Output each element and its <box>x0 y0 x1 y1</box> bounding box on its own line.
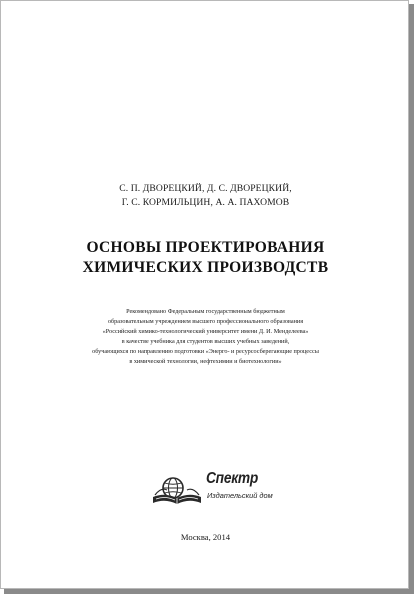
author-line-2: Г. С. КОРМИЛЬЦИН, А. А. ПАХОМОВ <box>121 197 290 208</box>
author-line-1: С. П. ДВОРЕЦКИЙ, Д. С. ДВОРЕЦКИЙ, <box>119 183 292 194</box>
imprint-place-year: Москва, 2014 <box>180 532 231 542</box>
recommendation-line: в качестве учебника для студентов высших учебных заведений, <box>121 338 290 345</box>
recommendation-line: Рекомендовано Федеральным государственным бюджетным <box>126 308 285 315</box>
recommendation-line: образовательным учреждением высшего профессионального образования <box>107 318 304 325</box>
page-shadow-right <box>409 4 414 594</box>
recommendation-line: «Российский химико-технологический университет имени Д. И. Менделеева» <box>102 328 309 335</box>
recommendation-statement <box>1 307 410 367</box>
page-shadow-bottom <box>4 589 414 594</box>
book-title-line-2: ХИМИЧЕСКИХ ПРОИЗВОДСТВ <box>82 259 329 276</box>
open-book-icon <box>151 471 203 507</box>
book-title-line-1: ОСНОВЫ ПРОЕКТИРОВАНИЯ <box>86 239 325 256</box>
author-list <box>1 182 410 210</box>
publisher-subtitle: Издательский дом <box>207 491 273 500</box>
publisher-logo <box>151 469 271 509</box>
book-title <box>1 238 410 278</box>
recommendation-line: обучающихся по направлению подготовки «Энерго- и ресурсосберегающие процессы <box>92 348 319 355</box>
publisher-name: Спектр <box>206 470 259 487</box>
recommendation-line: в химической технологии, нефтехимии и биотехнологии» <box>129 358 282 365</box>
